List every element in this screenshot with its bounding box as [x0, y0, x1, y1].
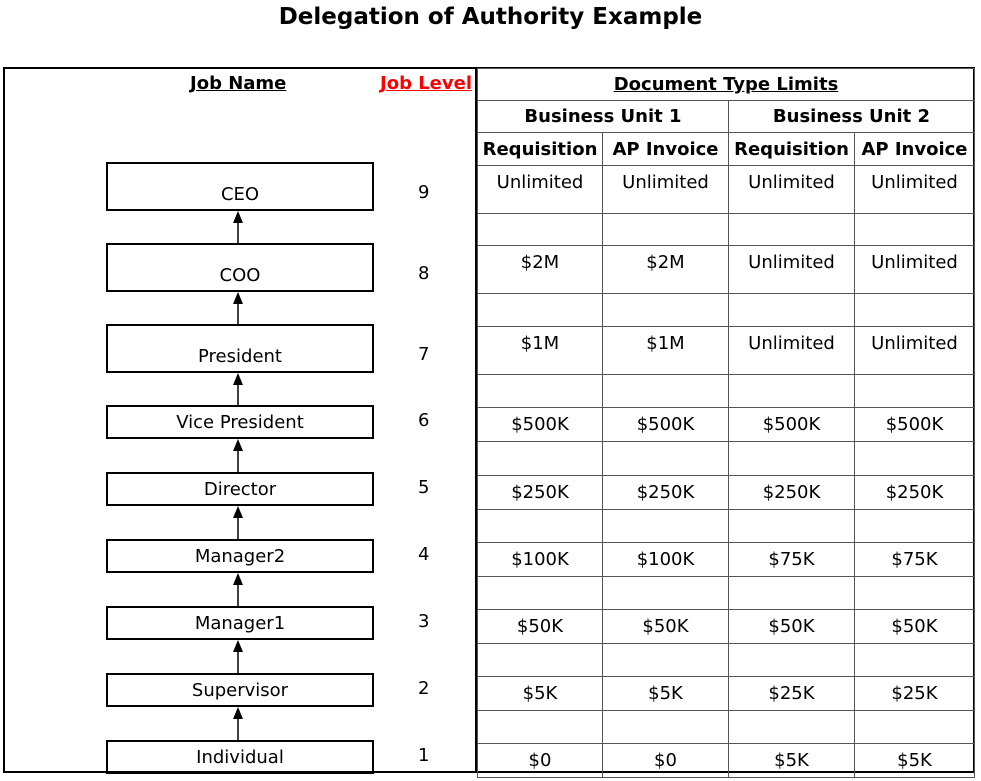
limit-cell	[603, 610, 729, 644]
job-name-label: Manager2	[194, 546, 286, 567]
arrow-head	[233, 506, 243, 518]
spacer-cell	[478, 510, 603, 543]
limit-value: $250K	[762, 482, 821, 503]
reports-to-arrow	[231, 506, 245, 539]
limit-cell	[603, 476, 729, 510]
limit-cell	[478, 327, 603, 375]
document-type-limits-header: Document Type Limits	[478, 69, 975, 101]
spacer-cell	[603, 644, 729, 677]
limit-value: Unlimited	[748, 172, 835, 193]
spacer-cell	[855, 294, 975, 327]
spacer-row	[478, 442, 975, 476]
limit-value: Unlimited	[871, 252, 958, 273]
bu2-requisition-header: Requisition	[729, 133, 855, 166]
page-title: Delegation of Authority Example	[278, 4, 703, 30]
limit-value: $250K	[636, 482, 695, 503]
limit-cell	[729, 543, 855, 577]
spacer-cell	[855, 711, 975, 744]
limit-value: $0	[528, 750, 552, 771]
spacer-cell	[478, 577, 603, 610]
limit-cell	[603, 744, 729, 778]
limit-value: $75K	[768, 549, 815, 570]
limit-value: Unlimited	[871, 333, 958, 354]
limit-value: $5K	[774, 750, 809, 771]
spacer-row	[478, 510, 975, 543]
job-box-ceo	[106, 162, 374, 211]
job-box-manager1	[106, 606, 374, 640]
limit-cell	[478, 408, 603, 442]
spacer-row	[478, 214, 975, 246]
limit-cell	[855, 408, 975, 442]
spacer-cell	[729, 711, 855, 744]
job-box-coo	[106, 243, 374, 292]
limit-value: $5K	[522, 683, 558, 704]
spacer-cell	[855, 442, 975, 476]
limit-value: Unlimited	[748, 252, 835, 273]
limit-cell	[855, 327, 975, 375]
limit-cell	[855, 744, 975, 778]
spacer-cell	[729, 442, 855, 476]
job-level-director: 5	[418, 477, 430, 498]
limit-value: Unlimited	[622, 172, 709, 193]
job-name-label: Vice President	[176, 412, 304, 433]
limit-cell	[729, 677, 855, 711]
reports-to-arrow	[231, 439, 245, 472]
limit-value: $250K	[511, 482, 569, 503]
spacer-cell	[478, 442, 603, 476]
limit-value: $500K	[511, 414, 569, 435]
limit-cell	[603, 327, 729, 375]
limit-cell	[603, 166, 729, 214]
spacer-cell	[729, 510, 855, 543]
spacer-cell	[603, 510, 729, 543]
spacer-cell	[478, 375, 603, 408]
job-level-header: Job Level	[380, 73, 473, 94]
job-name-label: Individual	[196, 747, 284, 768]
limits-row-coo	[478, 246, 975, 294]
job-box-individual	[106, 740, 374, 774]
business-unit-1-header: Business Unit 1	[478, 101, 729, 133]
limit-value: $25K	[768, 683, 815, 704]
spacer-cell	[478, 214, 603, 246]
spacer-cell	[855, 510, 975, 543]
limit-value: $50K	[516, 616, 564, 637]
spacer-row	[478, 644, 975, 677]
job-name-label: Manager1	[194, 613, 286, 634]
arrow-head	[233, 573, 243, 585]
job-name-label: Supervisor	[191, 680, 289, 701]
job-name-header: Job Name	[190, 73, 287, 94]
arrow-head	[233, 640, 243, 652]
limit-cell	[729, 744, 855, 778]
limit-value: $2M	[520, 252, 560, 273]
limit-cell	[603, 408, 729, 442]
arrow-head	[233, 373, 243, 385]
limit-cell	[729, 408, 855, 442]
limit-cell	[855, 166, 975, 214]
limit-value: $0	[654, 750, 677, 771]
limit-value: $50K	[768, 616, 815, 637]
arrow-head	[233, 439, 243, 451]
limit-cell	[478, 610, 603, 644]
arrow-head	[233, 707, 243, 719]
job-box-vice-president	[106, 405, 374, 439]
job-box-manager2	[106, 539, 374, 573]
spacer-cell	[478, 644, 603, 677]
job-level-ceo: 9	[418, 182, 430, 203]
limits-body	[478, 166, 975, 778]
limit-cell	[855, 476, 975, 510]
spacer-row	[478, 375, 975, 408]
limits-row-ceo	[478, 166, 975, 214]
limits-row-supervisor	[478, 677, 975, 711]
limits-row-vice-president	[478, 408, 975, 442]
spacer-cell	[603, 294, 729, 327]
job-level-individual: 1	[418, 745, 430, 766]
bu2-ap-invoice-header: AP Invoice	[855, 133, 975, 166]
spacer-row	[478, 577, 975, 610]
job-level-president: 7	[418, 344, 430, 365]
spacer-cell	[603, 442, 729, 476]
limit-value: Unlimited	[748, 333, 835, 354]
job-box-director	[106, 472, 374, 506]
limits-row-individual	[478, 744, 975, 778]
reports-to-arrow	[231, 373, 245, 405]
spacer-cell	[729, 375, 855, 408]
limit-cell	[478, 744, 603, 778]
spacer-cell	[603, 577, 729, 610]
reports-to-arrow	[231, 292, 245, 324]
bu1-requisition-header: Requisition	[478, 133, 603, 166]
limit-value: $1M	[646, 333, 685, 354]
limits-row-manager2	[478, 543, 975, 577]
job-level-vice-president: 6	[418, 410, 430, 431]
bu1-ap-invoice-header: AP Invoice	[603, 133, 729, 166]
spacer-cell	[855, 577, 975, 610]
limit-cell	[855, 246, 975, 294]
spacer-cell	[855, 644, 975, 677]
limit-value: $500K	[885, 414, 944, 435]
spacer-cell	[478, 294, 603, 327]
job-level-manager2: 4	[418, 544, 430, 565]
limit-cell	[729, 610, 855, 644]
document-type-limits-table	[477, 68, 975, 778]
limit-value: $100K	[636, 549, 695, 570]
spacer-cell	[855, 375, 975, 408]
spacer-cell	[478, 711, 603, 744]
limit-value: $100K	[511, 549, 569, 570]
business-unit-2-header: Business Unit 2	[729, 101, 975, 133]
limit-value: Unlimited	[871, 172, 958, 193]
limit-cell	[603, 543, 729, 577]
limit-value: $75K	[891, 549, 938, 570]
limit-value: $50K	[891, 616, 938, 637]
limits-row-director	[478, 476, 975, 510]
spacer-cell	[855, 214, 975, 246]
arrow-head	[233, 292, 243, 304]
spacer-cell	[729, 644, 855, 677]
limit-cell	[478, 677, 603, 711]
spacer-row	[478, 294, 975, 327]
limit-cell	[729, 166, 855, 214]
limit-cell	[478, 166, 603, 214]
limit-cell	[729, 476, 855, 510]
limit-value: $5K	[897, 750, 932, 771]
limit-cell	[478, 543, 603, 577]
limit-cell	[855, 677, 975, 711]
limit-cell	[603, 677, 729, 711]
spacer-cell	[603, 711, 729, 744]
limits-row-president	[478, 327, 975, 375]
spacer-row	[478, 711, 975, 744]
job-level-manager1: 3	[418, 611, 430, 632]
limit-cell	[855, 610, 975, 644]
limit-value: $500K	[762, 414, 821, 435]
limit-value: $5K	[648, 683, 683, 704]
spacer-cell	[729, 294, 855, 327]
limit-value: $25K	[891, 683, 938, 704]
spacer-cell	[603, 375, 729, 408]
limit-cell	[478, 476, 603, 510]
job-box-supervisor	[106, 673, 374, 707]
job-level-coo: 8	[418, 263, 430, 284]
limits-row-manager1	[478, 610, 975, 644]
limit-value: $50K	[642, 616, 689, 637]
job-box-president	[106, 324, 374, 373]
limit-value: Unlimited	[496, 172, 584, 193]
spacer-cell	[729, 577, 855, 610]
reports-to-arrow	[231, 640, 245, 673]
limit-value: $500K	[636, 414, 695, 435]
limit-cell	[478, 246, 603, 294]
limit-cell	[729, 246, 855, 294]
limit-cell	[729, 327, 855, 375]
limit-value: $1M	[520, 333, 560, 354]
arrow-head	[233, 211, 243, 223]
job-level-supervisor: 2	[418, 678, 430, 699]
job-name-label: Director	[203, 479, 277, 500]
spacer-cell	[729, 214, 855, 246]
limit-cell	[603, 246, 729, 294]
limit-value: $2M	[646, 252, 685, 273]
job-name-label: COO	[219, 265, 261, 286]
spacer-cell	[603, 214, 729, 246]
reports-to-arrow	[231, 211, 245, 243]
reports-to-arrow	[231, 573, 245, 606]
reports-to-arrow	[231, 707, 245, 740]
job-name-label: President	[198, 346, 282, 367]
job-name-label: CEO	[220, 184, 260, 205]
limit-cell	[855, 543, 975, 577]
limit-value: $250K	[885, 482, 944, 503]
